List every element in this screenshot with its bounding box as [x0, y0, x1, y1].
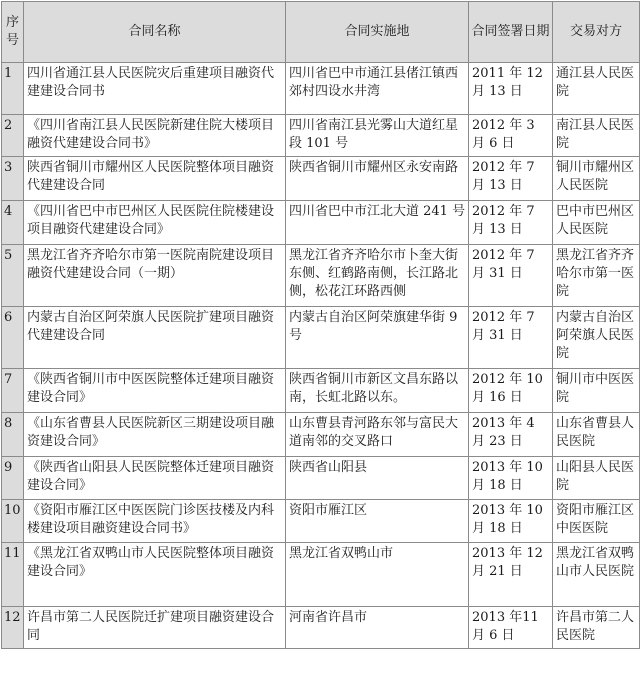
contract-place: 陕西省铜川市新区文昌东路以南，长虹北路以东。: [286, 369, 469, 413]
contract-date: 2012 年 3 月 6 日: [469, 115, 553, 157]
contracts-table: [1, 1, 640, 649]
contract-place: 河南省许昌市: [286, 607, 469, 649]
contract-name: 内蒙古自治区阿荣旗人民医院扩建项目融资代建建设合同: [24, 307, 286, 369]
contract-party: 山阳县人民医院: [553, 457, 640, 500]
contract-name: 四川省通江县人民医院灾后重建项目融资代建建设合同书: [24, 63, 286, 115]
header-party: 交易对方: [553, 2, 640, 63]
contract-place: 四川省南江县光雾山大道红星段 101 号: [286, 115, 469, 157]
contract-date: 2013 年 10 月 18 日: [469, 457, 553, 500]
contract-name: 许昌市第二人民医院迁扩建项目融资建设合同: [24, 607, 286, 649]
contract-date: 2013 年 10 月 18 日: [469, 500, 553, 543]
row-num: 3: [2, 157, 24, 201]
contract-place: 陕西省山阳县: [286, 457, 469, 500]
row-num: 1: [2, 63, 24, 115]
contract-name: 《山东省曹县人民医院新区三期建设项目融资建设合同》: [24, 413, 286, 457]
header-date: 合同签署日期: [469, 2, 553, 63]
table-row: [2, 307, 640, 369]
table-row: [2, 201, 640, 245]
contract-party: 南江县人民医院: [553, 115, 640, 157]
header-name: 合同名称: [24, 2, 286, 63]
contract-place: 资阳市雁江区: [286, 500, 469, 543]
contract-party: 巴中市巴州区人民医院: [553, 201, 640, 245]
contract-name: 《陕西省山阳县人民医院整体迁建项目融资建设合同》: [24, 457, 286, 500]
contract-place: 陕西省铜川市耀州区永安南路: [286, 157, 469, 201]
contract-party: 通江县人民医院: [553, 63, 640, 115]
row-num: 8: [2, 413, 24, 457]
contract-name: 黑龙江省齐齐哈尔市第一医院南院建设项目融资代建建设合同（一期）: [24, 245, 286, 307]
table-row: [2, 543, 640, 607]
contract-place: 四川省巴中市江北大道 241 号: [286, 201, 469, 245]
contract-date: 2012 年 7 月 13 日: [469, 157, 553, 201]
contract-date: 2013 年 4 月 23 日: [469, 413, 553, 457]
contract-party: 铜川市耀州区人民医院: [553, 157, 640, 201]
contract-date: 2012 年 10 月 16 日: [469, 369, 553, 413]
contract-party: 黑龙江省齐齐哈尔市第一医院: [553, 245, 640, 307]
contract-date: 2012 年 7 月 31 日: [469, 245, 553, 307]
row-num: 12: [2, 607, 24, 649]
row-num: 6: [2, 307, 24, 369]
table-header: [2, 2, 640, 63]
row-num: 7: [2, 369, 24, 413]
table-row: [2, 457, 640, 500]
row-num: 5: [2, 245, 24, 307]
row-num: 11: [2, 543, 24, 607]
contract-date: 2013 年 12 月 21 日: [469, 543, 553, 607]
row-num: 10: [2, 500, 24, 543]
contract-party: 铜川市中医医院: [553, 369, 640, 413]
contract-name: 《黑龙江省双鸭山市人民医院整体项目融资建设合同》: [24, 543, 286, 607]
header-row: [2, 2, 640, 63]
contract-party: 资阳市雁江区中医医院: [553, 500, 640, 543]
contract-place: 山东曹县青河路东邻与富民大道南邻的交叉路口: [286, 413, 469, 457]
row-num: 9: [2, 457, 24, 500]
table-row: [2, 413, 640, 457]
table-row: [2, 63, 640, 115]
row-num: 2: [2, 115, 24, 157]
header-place: 合同实施地: [286, 2, 469, 63]
table-row: [2, 369, 640, 413]
contract-party: 黑龙江省双鸭山市人民医院: [553, 543, 640, 607]
contract-name: 《四川省南江县人民医院新建住院大楼项目融资代建建设合同书》: [24, 115, 286, 157]
contract-name: 陕西省铜川市耀州区人民医院整体项目融资代建建设合同: [24, 157, 286, 201]
contract-date: 2013 年11月 6 日: [469, 607, 553, 649]
table-row: [2, 115, 640, 157]
contract-place: 内蒙古自治区阿荣旗建华街 9 号: [286, 307, 469, 369]
contract-place: 黑龙江省齐齐哈尔市卜奎大街东侧、红鹤路南侧，长江路北侧，松花江环路西侧: [286, 245, 469, 307]
table-row: [2, 245, 640, 307]
contract-party: 许昌市第二人民医院: [553, 607, 640, 649]
contract-party: 山东省曹县人民医院: [553, 413, 640, 457]
table-row: [2, 157, 640, 201]
contract-party: 内蒙古自治区阿荣旗人民医院: [553, 307, 640, 369]
contract-date: 2011 年 12 月 13 日: [469, 63, 553, 115]
contract-name: 《资阳市雁江区中医医院门诊医技楼及内科楼建设项目融资建设合同书》: [24, 500, 286, 543]
contract-place: 四川省巴中市通江县偖江镇西郊村四设水井湾: [286, 63, 469, 115]
header-num: 序号: [2, 2, 24, 63]
row-num: 4: [2, 201, 24, 245]
contract-date: 2012 年 7 月 31 日: [469, 307, 553, 369]
table-body: [2, 63, 640, 649]
contract-date: 2012 年 7 月 13 日: [469, 201, 553, 245]
table-row: [2, 500, 640, 543]
contract-name: 《陕西省铜川市中医医院整体迁建项目融资建设合同》: [24, 369, 286, 413]
contract-place: 黑龙江省双鸭山市: [286, 543, 469, 607]
table-row: [2, 607, 640, 649]
contract-name: 《四川省巴中市巴州区人民医院住院楼建设项目融资代建建设合同》: [24, 201, 286, 245]
